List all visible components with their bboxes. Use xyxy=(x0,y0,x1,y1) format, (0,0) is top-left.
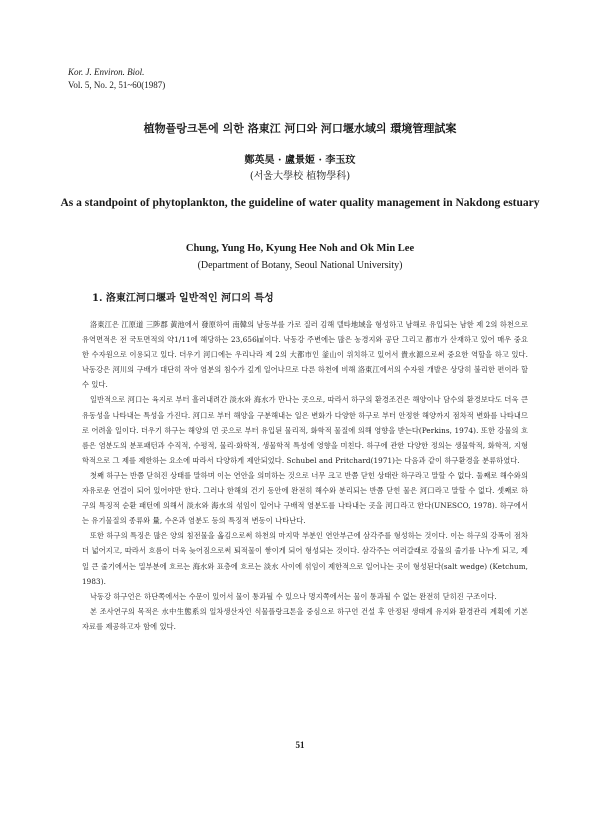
korean-affiliation: (서울大學校 植物學科) xyxy=(249,171,351,182)
paragraph: 본 조사연구의 목적은 水中生態系의 일차생산자인 식물플랑크톤을 중심으로 하구언 건설 후 안정된 생태계 유지와 환경관리 계획에 기본자료를 제공하고자 함에 있다. xyxy=(82,606,528,631)
section-heading: 1. 洛東江河口堰과 일반적인 河口의 특성 xyxy=(92,293,274,304)
paragraph: 洛東江은 江原道 三陟郡 黃池에서 發原하여 南韓의 남동부를 가로 질러 김해 델타地域을 형성하고 남해로 유입되는 남한 제 2의 하천으로 유역면적은 전 국토면적의 약1/11에 해당하는 23,656㎢이다. 낙동강 주변에는 많은 농경지와 공단 그리고 都市가 산재하고 있어 매우 중요한 수자원으로 이용되고 있다. 더우기 河口에는 우리나라 제 2의 大都市인 釜山이 위치하고 있어서 貴水源으로써 중요한 역할을 하고 있다. 낙동강은 河川의 구배가 대단히 작아 염분의 침수가 깊게 일어나므로 다른 하천에 비해 洛東江에서의 수자원 개발은 상당히 불리한 편이라 할 수 있다. xyxy=(82,320,528,390)
paragraph: 첫째 하구는 반쯤 닫혀진 상태를 말하며 이는 연안을 의미하는 것으로 너무 크고 반쯤 닫힌 상태란 하구라고 말할 수 없다. 둘째로 해수와의 자유로운 연결이 되어 있어야만 한다. 그러나 한해의 건기 동안에 완전히 해수와 분리되는 반쯤 닫힌 물은 河口라고 말할 수 없다. 셋째로 하구의 특징적 순환 패턴에 의해서 淡水와 海水의 섞임이 일어나 구배적 염분도를 나타내는 곳을 河口라고 한다(UNESCO, 1978). 하구에서는 유기물질의 종류와 量, 수온과 염분도 등의 특징적 변동이 나타난다. xyxy=(82,470,528,526)
paragraph: 일반적으로 河口는 육지로 부터 흘러내려간 淡水와 海水가 만나는 곳으로, 따라서 하구의 환경조건은 해양이나 담수의 환경보다도 더욱 큰 유동성을 나타내는 특성을 가진다. 河口로 부터 해양을 구분해내는 일은 변화가 다양한 하구로 부터 안정한 해양까지 점차적 변화를 나타내므로 어려울 일이다. 더우기 하구는 해양의 먼 곳으로 부터 유입된 물리적, 화학적 물질에 의해 영향을 받는다(Perkins, 1974). 또한 강물의 흐름은 염분도의 분포패턴과 수직적, 수평적, 물리·화학적, 생물학적 특성에 영향을 미친다. 하구에 관한 다양한 정의는 생물학적, 화학적, 지형학적으로 그 제를 제한하는 요소에 따라서 다양하게 제안되었다. Schubel and Pritchard(1971)는 다음과 같이 하구환경을 분류하였다. xyxy=(82,395,528,465)
korean-title: 植物플랑크톤에 의한 洛東江 河口와 河口堰水域의 環境管理試案 xyxy=(143,122,457,135)
english-authors: Chung, Yung Ho, Kyung Hee Noh and Ok Min Lee xyxy=(185,243,415,254)
english-affiliation: (Department of Botany, Seoul National University) xyxy=(197,260,403,271)
body-text xyxy=(82,317,528,634)
paragraph: 또한 하구의 특징은 많은 양의 침전물을 옮김으로써 하천의 마지막 부분인 연안부근에 삼각주를 형성하는 것이다. 이는 하구의 강폭이 점차 더 넓어지고, 따라서 흐름이 더욱 늦어짐으로써 퇴적물이 쌓이게 되어 형성되는 것이다. 삼각주는 여러갈래로 강물의 줄기를 나누게 되고, 제일 큰 줄기에서는 밀부분에 흐르는 海水와 표층에 흐르는 淡水 사이에 섞임이 제한적으로 일어나는 곳이 형성된다(salt wedge) (Ketchum, 1983). xyxy=(82,531,528,586)
journal-name: Kor. J. Environ. Biol. xyxy=(68,67,145,77)
korean-authors: 鄭英昊 · 盧景姬 · 李玉玟 xyxy=(244,155,356,166)
page-number: 51 xyxy=(295,740,305,750)
paragraph: 낙동강 하구언은 하단쪽에서는 수문이 있어서 물이 통과될 수 있으나 명지쪽에서는 물이 통과될 수 없는 완전히 닫히진 구조이다. xyxy=(90,591,497,601)
journal-volume: Vol. 5, No. 2, 51~60(1987) xyxy=(68,80,166,90)
english-title: As a standpoint of phytoplankton, the guideline of water quality management in Nakdong estuary xyxy=(60,197,540,209)
journal-citation xyxy=(68,66,165,92)
